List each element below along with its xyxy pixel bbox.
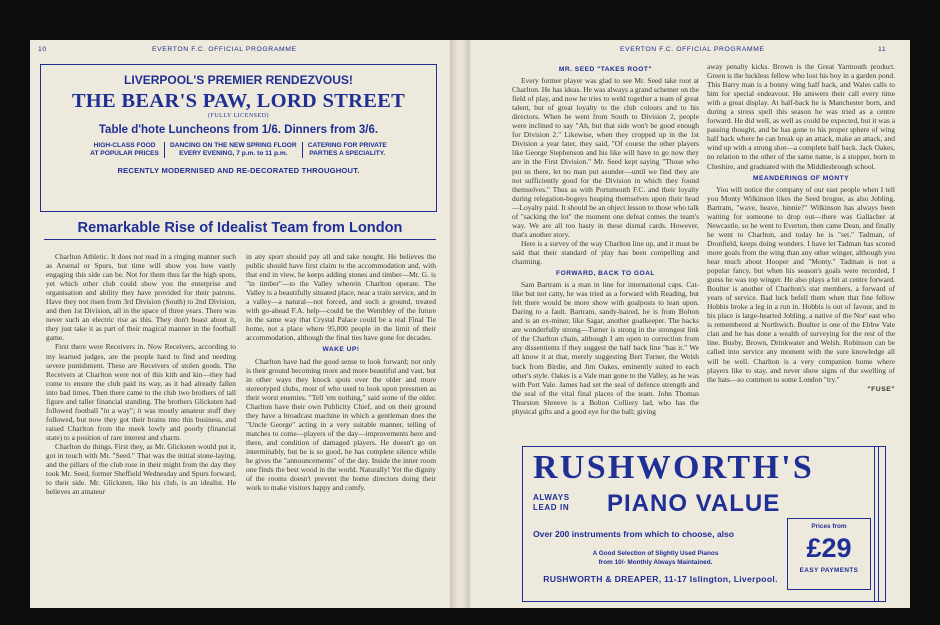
advert-feature-catering: CATERING FOR PRIVATE PARTIES A SPECIALITY. <box>307 142 387 157</box>
advert-address: RUSHWORTH & DREAPER, 11-17 Islington, Liverpool. <box>543 574 778 584</box>
price-label: Prices from <box>811 523 847 530</box>
article-paragraph: Every former player was glad to see Mr. Seed take root at Charlton. He has ideas. He was always a grand schemer on the field of play, and now he tries to weld together a team of great talent, but of great loyalty to the club colours and to his directors. When he went from South to Division 2, people were inclined to say "Ah, but that side won't be good enough for Division 2." Likewise, when they cropped up in the 1st Division a year later, they said, "Of course the other players like George Stephenson and his like will have to go now they are in the First Division." Mr. Seed kept saying "Those who put us there, let no man put asunder—until we find they are not sufficiently good for the Division in which they found themselves." Thus as with Portsmouth F.C. and their loyalty during relegation-bogeys heaping themselves upon their head—Loyalty paid. It should be an object lesson to those who talk of "sacking the lot" the moment one defeat comes the team's way. We are all too hasty in these dismal cards. However, that's another story. <box>512 76 699 239</box>
advert-instruments: Over 200 instruments from which to choose, also <box>533 529 735 539</box>
author-signature: "FUSE" <box>867 385 895 393</box>
left-page-number: 10 <box>38 46 47 53</box>
right-page <box>470 40 910 608</box>
advert-prices: Table d'hote Luncheons from 1/6. Dinners from 3/6. <box>98 124 379 136</box>
advert-price-box <box>787 518 871 590</box>
bears-paw-advert <box>40 64 437 212</box>
advert-always-lead-in: ALWAYS LEAD IN <box>533 493 570 512</box>
advert-modernised: RECENTLY MODERNISED AND RE-DECORATED THROUGHOUT. <box>117 166 360 175</box>
rushworths-advert <box>522 446 886 602</box>
advert-feature-dancing: DANCING ON THE NEW SPRING FLOOR EVERY EVENING, 7 p.m. to 11 p.m. <box>164 142 303 158</box>
subheading-wake-up: WAKE UP! <box>322 346 360 354</box>
right-running-head: EVERTON F.C. OFFICIAL PROGRAMME <box>620 46 765 53</box>
subheading-forward: FORWARD, BACK TO GOAL <box>556 270 655 278</box>
article-paragraph: Charlton Athletic. It does not read in a ringing manner such as Arsenal or Spurs, but time will show you how vastly engaging this side can be. Not for them thus far the high spots, yet which other club could show you the enterprise and organisation and ability they have provided for their patrons. Have they not risen from 3rd Division (South) to 2nd Division, and then 1st Division, all in the space of three years. There was never such an electric rise as this. They don't boast about it, they just take it as part of their magical manner in the football game. <box>46 252 236 343</box>
advert-tagline: LIVERPOOL'S PREMIER RENDEZVOUS! <box>124 73 353 87</box>
advert-piano-value: PIANO VALUE <box>607 490 781 517</box>
advert-features <box>41 142 436 158</box>
subheading-monty: MEANDERINGS OF MONTY <box>752 174 850 182</box>
advert-brand: RUSHWORTH'S <box>533 449 815 486</box>
article-paragraph: You will notice the company of our east people when I tell you Monty Wilkinson likes the Seed brogue, as also Jobling, Bartram, "wave, heave, hinnie?" Wilkinson has always been waiting for someone to drop out—there was Gallacher at Newcastle, so he went to Everton, then came Dean, and finally he went to Charlton, and today he is "set." Tadman, of Dronfield, keeps doing wonders. I have let Tadman has scored more goals from the wing than any other winger, although you hear much about Hooper and "Monty." Tadman is not a popular fancy, but when his season's goals were recorded, I guess he was top winger. He also plays a bit at centre forward. Boulter is another of Charlton's star members, a forward of years of service. Bad luck befell them when that fine fellow Hobbis broke a leg in a run in. Hobbis is out of favour, and in his place is large-hearted Jobling, a native of the Nor' east who is remembered at Northwich. Boulter is one of the Ebbw Vale clan and he has done a wealth of surveying for the rest of the line. Busby, Brown, Drinkwater and Welsh. Robinson can be called into service any moment with the sure knowledge all will be well. Charlton is a very companion home where players like to stay, and never show signs of the swelling of the hats—so common to some London "try." <box>707 184 895 384</box>
article-paragraph: away penalty kicks. Brown is the Great Yarmouth product. Green is the luckless fellow who lost his boy in a garden pond. This Barry man is a bonny wing half back, and Wales calls to him for special endeavour. He answers their call every time with a great display. At half-back he is Manchester born, and during a stress spell this season he was tried as a centre forward. He did well, as well as could be expected, but it was a passing thought, and he has gone to his proper sphere of wing half back where he can break up an attack, make an attack, and wind up with a strong shot—a complete half back. Jack Oakes, no relation to the other of the same name, is a stopper, born in Cheshire, and graduated with the Middlesbrough school. <box>707 62 895 171</box>
advert-selection: A Good Selection of Slightly Used Pianos from 10/- Monthly Always Maintained. <box>592 550 719 566</box>
article-paragraph: in any sport should pay all and take nought. He believes the public should have first claim to the accommodation and, with that end in view, he keeps adding stones and timber—Mr. G. is "in timber"—to the Valley wherein Charlton operate. The Valley is a beautifully situated place, near a train service, and in a valley—a natural—not forced, and such a ground, treated with go-ahead F.A. help—could be the Wembley of the future in the same way that Crystal Palace could be a real Final Tie home, not a place where 95,000 people in the limit of their accommodation, although the final ties have gone for decades. <box>246 252 436 343</box>
article-paragraph: Charlton have had the good sense to look forward; not only is their ground becoming more and more beautiful and vast, but in other ways they knock spots over the older and more stereotyped clubs, most of who used to look upon pressmen as their worst enemies. "Tell 'em nothing," said some of the older. Charlton have their own Publicity Chief, and on their ground they have a broadcast machine in which a gentleman does the "Uncle George" acting in a very suitable manner, telling of matches to come—players of the day—improvements here and there, and condition of damaged players. He doesn't go on interminably, but he is so good, he has complete silence while he gives the "announcements" of the day. Inside the inner room one finds the best wood in the world. Naturally! Yet the dignity of the rooms doesn't prevent the home directors doing their work to make visitors happy and comfy. <box>246 356 436 493</box>
article-column-4 <box>707 62 895 394</box>
advert-venue-title: THE BEAR'S PAW, LORD STREET <box>71 90 406 112</box>
article-paragraph: Sam Bartram is a man in line for international caps. Cat-like but not catty, he was tried as a forward with Reading, but felt there would be more show with goalposts to lean upon. Daring to a fault. Bartram, sandy-haired, he is from Bolton and is an ex-miner, like Sagar, another goalkeeper. The backs are wonderfully strong—Turner is strong in the strongest link of the Charlton chain, although I am open to correction from any dissentients if they suggest the half back line "has it." We all know it at that, merely suggesting Bert Turner, the Welsh back from Birdie, and Jim Oakes, eminently suited to each other's style. Oakes is a Vale man gone to the Valley, as he was with Port Vale. James had set the seal of defence strength and the seal of the vital final places of the team. John Thomas Thurston Shreeve is a Bolton Colliery lad, who has the physical gifts and a good eye for the ball; giving <box>512 280 699 416</box>
advert-feature-food: HIGH-CLASS FOOD AT POPULAR PRICES <box>90 142 159 157</box>
price-terms: EASY PAYMENTS <box>799 567 859 574</box>
article-column-2 <box>246 252 436 492</box>
article-paragraph: First there were Receivers in. Now Receivers, according to my learned judges, are the people hard to find and needing severe punishment. These are Receivers of stolen goods. The Receivers at Charlton were not of this kith and kin—they had come to ensure the club paid its way, as it had already fallen into bad times. Then there came to the club two brothers of tall figure and taller financial standing. The brothers Glicksten had followed football "in a way"; it was mostly amateur stuff they followed, but now they got their brains into this business, and raised Charlton from the meek lowly and poorly (financial state) to a position of rare interest and charm. <box>46 342 236 442</box>
book-gutter <box>450 40 470 608</box>
article-paragraph: Charlton do things. First they, as Mr. Glicksten would put it, got in touch with Mr. "Seed." That was the initial stone-laying, and the pillars of the club rose in their might from the day they took Mr. Seed, former Sheffield Wednesday and Spurs forward, to their side. Mr. Glicksten, like his club, is an idealist. He believes an amateur <box>46 441 236 497</box>
advert-border-stripe <box>874 447 875 601</box>
subheading-mr-seed: MR. SEED "TAKES ROOT" <box>558 66 653 73</box>
advert-licensed: (FULLY LICENSED) <box>207 113 269 119</box>
left-running-head: EVERTON F.C. OFFICIAL PROGRAMME <box>152 46 297 53</box>
left-page <box>30 40 450 608</box>
article-column-1 <box>46 252 236 496</box>
article-headline: Remarkable Rise of Idealist Team from London <box>44 220 436 240</box>
advert-border-stripe <box>878 447 879 601</box>
right-page-number: 11 <box>878 46 887 53</box>
article-paragraph: Here is a survey of the way Charlton line up, and it must be said that their standard of play has been compelling and charming. <box>512 238 699 266</box>
price-value: £29 <box>806 533 852 563</box>
article-column-3 <box>512 62 699 416</box>
